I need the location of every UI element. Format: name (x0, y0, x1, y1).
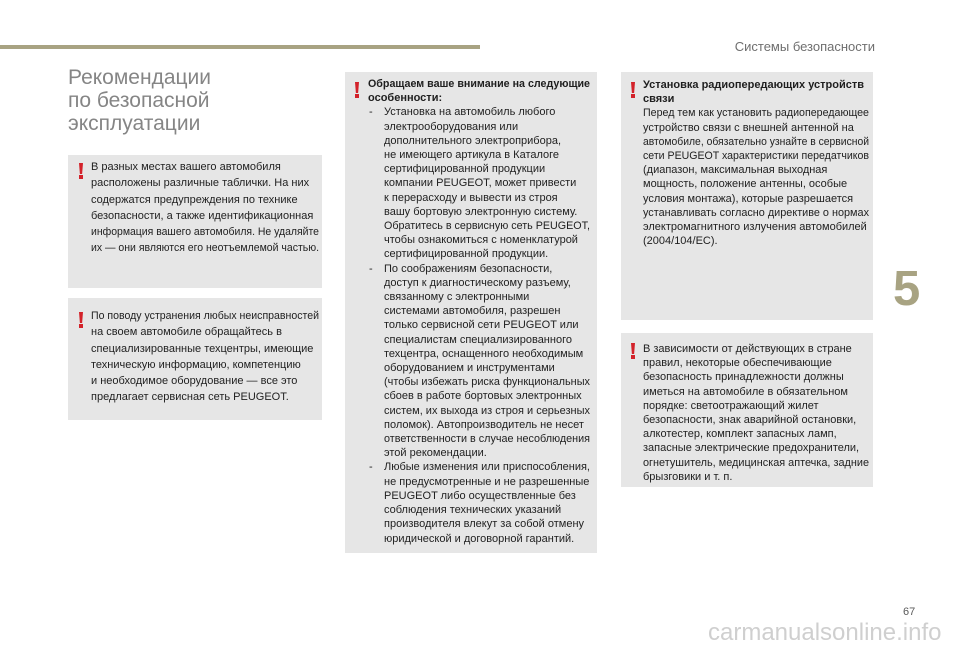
note-text-line: доступ к диагностическому разъему, (384, 276, 571, 289)
note-text-line: поломок). Автопроизводитель не несет (384, 418, 584, 431)
note-text-line: безопасности, знак аварийной остановки, (643, 414, 857, 427)
note-box-equipment (621, 333, 873, 487)
note-text-line: электромагнитного излучения автомобилей (643, 221, 867, 234)
note-text (91, 159, 319, 257)
list-item-text (384, 262, 590, 461)
note-text-line: чтобы ознакомиться с номенклатурой (384, 234, 578, 247)
note-box-radio (621, 72, 873, 320)
list-dash: - (369, 106, 373, 119)
note-text-line: системами автомобиля, разрешен (384, 305, 561, 318)
note-text-line: не предусмотренные и не разрешенные (384, 475, 590, 488)
note-text-line: порядке: светоотражающий жилет (643, 399, 819, 412)
warning-icon (355, 82, 359, 98)
note-text-line: безопасности, а также идентификационная (91, 209, 314, 222)
note-text-line: информация вашего автомобиля. Не удаляйте (91, 226, 320, 239)
note-text-line: запасные электрические предохранители, (643, 442, 860, 455)
warning-icon (79, 163, 83, 179)
note-text-line: на своем автомобиле обращайтесь в (91, 326, 282, 339)
list-dash: - (369, 461, 373, 474)
note-text-line: производителя влекут за собой отмену (384, 518, 585, 531)
note-heading-line: Установка радиопередающих устройств (643, 79, 865, 91)
note-heading (643, 78, 869, 106)
note-text-line: По соображениям безопасности, (384, 262, 553, 275)
note-content (368, 77, 590, 546)
note-text-line: мощность, положение антенны, особые (643, 178, 848, 191)
note-text-line: правил, некоторые обеспечивающие (643, 357, 832, 370)
note-text-line: Перед тем как установить радиопередающее (643, 107, 869, 120)
warning-icon (79, 312, 83, 328)
note-text-line: не имеющего артикула в Каталоге (384, 149, 560, 162)
note-text-line: электрооборудования или (384, 120, 519, 133)
page-number: 67 (903, 606, 916, 618)
warning-icon (631, 343, 635, 359)
note-text-line: (диапазон, максимальная выходная (643, 164, 828, 177)
note-text-line: только сервисной сети PEUGEOT или (384, 319, 579, 332)
note-text-line: (чтобы избежать риска функциональных (384, 376, 591, 389)
note-text-line: алкотестер, комплект запасных ламп, (643, 428, 837, 441)
note-text-line: (2004/104/EC). (643, 235, 718, 248)
note-text-line: их — они являются его неотъемлемой частью. (91, 242, 320, 255)
note-text-line: специалистам специализированного (384, 333, 572, 346)
note-text-line: сети PEUGEOT характеристики передатчиков (643, 150, 869, 163)
note-text-line: По поводу устранения любых неисправностей (91, 310, 320, 322)
chapter-number: 5 (893, 262, 921, 316)
note-text-line: сертифицированной продукции (384, 163, 546, 176)
note-text-line: иметься на автомобиле в обязательном (643, 385, 848, 398)
note-text (91, 308, 319, 406)
note-text-line: условия монтажа), которые разрешается (643, 192, 854, 205)
list-item (368, 262, 590, 461)
note-box-service (68, 298, 322, 420)
note-text-line: связанному с электронными (384, 291, 530, 304)
watermark: carmanualsonline.info (708, 619, 942, 646)
note-box-attention (345, 72, 597, 553)
note-text-line: устанавливать согласно директиве о нормах (643, 206, 869, 219)
header-accent-bar (0, 45, 480, 49)
note-text-line: сертифицированной продукции. (384, 248, 549, 261)
page-title-line: эксплуатации (68, 112, 201, 135)
note-text-line: безопасность принадлежности должны (643, 371, 844, 384)
note-text-line: и необходимое оборудование — все это (91, 375, 298, 388)
note-text-line: вашу бортовую электронную систему. (384, 205, 578, 218)
note-text-line: брызговики и т. п. (643, 470, 733, 483)
list-item-text (384, 105, 590, 261)
warning-icon (631, 82, 635, 98)
note-text-line: предлагает сервисная сеть PEUGEOT. (91, 391, 289, 404)
note-text (643, 342, 869, 484)
note-text-line: специализированные техцентры, имеющие (91, 342, 314, 355)
page-title (68, 66, 211, 135)
note-text-line: сбоев в работе бортовых электронных (384, 390, 582, 403)
note-text-line: В разных местах вашего автомобиля (91, 161, 281, 173)
page-title-line: по безопасной (68, 89, 210, 112)
note-heading-line: Обращаем ваше внимание на следующие (368, 78, 591, 90)
note-content (643, 78, 869, 248)
note-text-line: к перерасходу и вывести из строя (384, 191, 558, 204)
note-text-line: устройство связи с внешней антенной на (643, 121, 854, 134)
note-text-line: юридической и договорной гарантий. (384, 532, 575, 545)
page-title-line: Рекомендации (68, 66, 212, 89)
notice-list (368, 105, 590, 545)
note-box-plates (68, 155, 322, 288)
note-text-line: В зависимости от действующих в стране (643, 343, 852, 355)
note-text-line: Любые изменения или приспособления, (384, 461, 590, 474)
list-item (368, 460, 590, 545)
note-text-line: соблюдения технических указаний (384, 504, 562, 517)
note-text-line: дополнительного электроприбора, (384, 134, 562, 147)
list-dash: - (369, 262, 373, 275)
note-text-line: огнетушитель, медицинская аптечка, задние (643, 456, 870, 469)
section-title: Системы безопасности (734, 39, 875, 54)
note-text-line: расположены различные таблички. На них (91, 177, 310, 190)
note-text-line: техническую информацию, компетенцию (91, 358, 301, 371)
note-text-line: Установка на автомобиль любого (384, 106, 556, 119)
note-text-line: систем, их выхода из строя и серьезных (384, 404, 591, 417)
note-text-line: автомобиле, обязательно узнайте в сервисной (643, 135, 870, 148)
note-text-line: оборудованием и инструментами (384, 362, 555, 375)
list-item-text (384, 460, 590, 545)
note-text-line: техцентра, оснащенного необходимым (384, 347, 584, 360)
note-text-line: ответственности в случае несоблюдения (384, 433, 591, 446)
note-heading (368, 77, 590, 105)
note-heading-line: особенности: (368, 92, 443, 105)
note-text-line: содержатся предупреждения по технике (91, 193, 298, 206)
note-text-line: Обратитесь в сервисную сеть PEUGEOT, (384, 220, 590, 233)
note-text-line: PEUGEOT либо осуществленные без (384, 489, 576, 502)
note-text-line: компании PEUGEOT, может привести (384, 177, 577, 190)
list-item (368, 105, 590, 261)
note-text-line: этой рекомендации. (384, 447, 487, 460)
note-heading-line: связи (643, 93, 675, 106)
